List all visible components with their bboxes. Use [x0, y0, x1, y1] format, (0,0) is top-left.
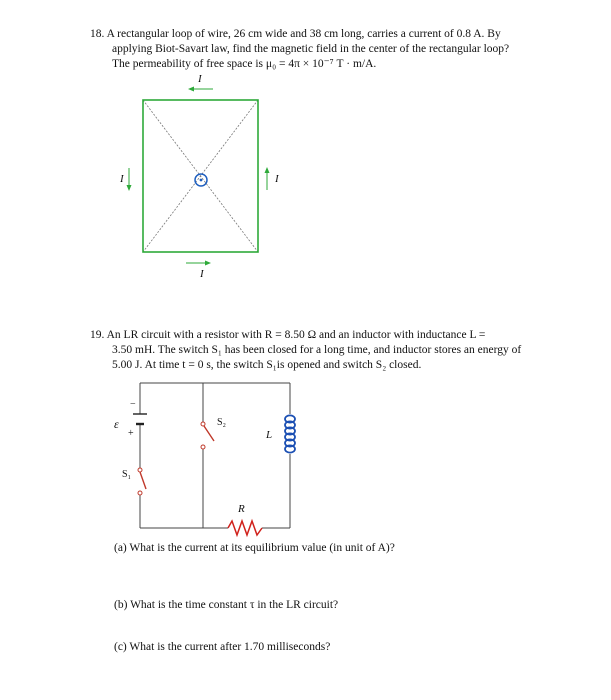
question-a: (a) What is the current at its equilibrium value (in unit of A)? [114, 542, 395, 554]
current-label-bottom: I [200, 268, 204, 280]
problem-18-line-2: applying Biot-Savart law, find the magnetic field in the center of the rectangular loop? [112, 43, 510, 55]
problem-18-line-3: The permeability of free space is μ₀ = 4π × 10⁻⁷ T · m/A. [112, 58, 377, 70]
inductor-coil-icon [285, 415, 295, 452]
battery-minus-label: − [130, 399, 136, 410]
battery-plus-label: + [128, 428, 134, 439]
battery-icon [133, 414, 147, 424]
inductor-label: L [266, 429, 273, 441]
current-label-left: I [120, 173, 124, 185]
resistor-label: R [238, 503, 245, 515]
problem-19-line-2: 3.50 mH. The switch S₁ has been closed for a long time, and inductor stores an energy of [112, 344, 522, 356]
switch-s2-icon [201, 422, 214, 449]
problem-19-line-1: 19. An LR circuit with a resistor with R = 8.50 Ω and an inductor with inductance L = [90, 329, 486, 341]
current-label-right: I [275, 173, 279, 185]
switch-s1-icon [138, 468, 146, 495]
problem-19-line-3: 5.00 J. At time t = 0 s, the switch S₁is opened and switch S₂ closed. [112, 359, 422, 371]
problem-18-line-1: 18. A rectangular loop of wire, 26 cm wide and 38 cm long, carries a current of 0.8 A. By [90, 28, 501, 40]
switch-s1-label: S₁ [122, 469, 132, 480]
resistor-zigzag-icon [228, 521, 262, 535]
question-b: (b) What is the time constant τ in the LR circuit? [114, 599, 339, 611]
switch-s2-label: S₂ [217, 417, 227, 428]
question-c: (c) What is the current after 1.70 milliseconds? [114, 641, 331, 653]
emf-label: ε [114, 417, 119, 431]
current-label-top: I [198, 73, 202, 85]
